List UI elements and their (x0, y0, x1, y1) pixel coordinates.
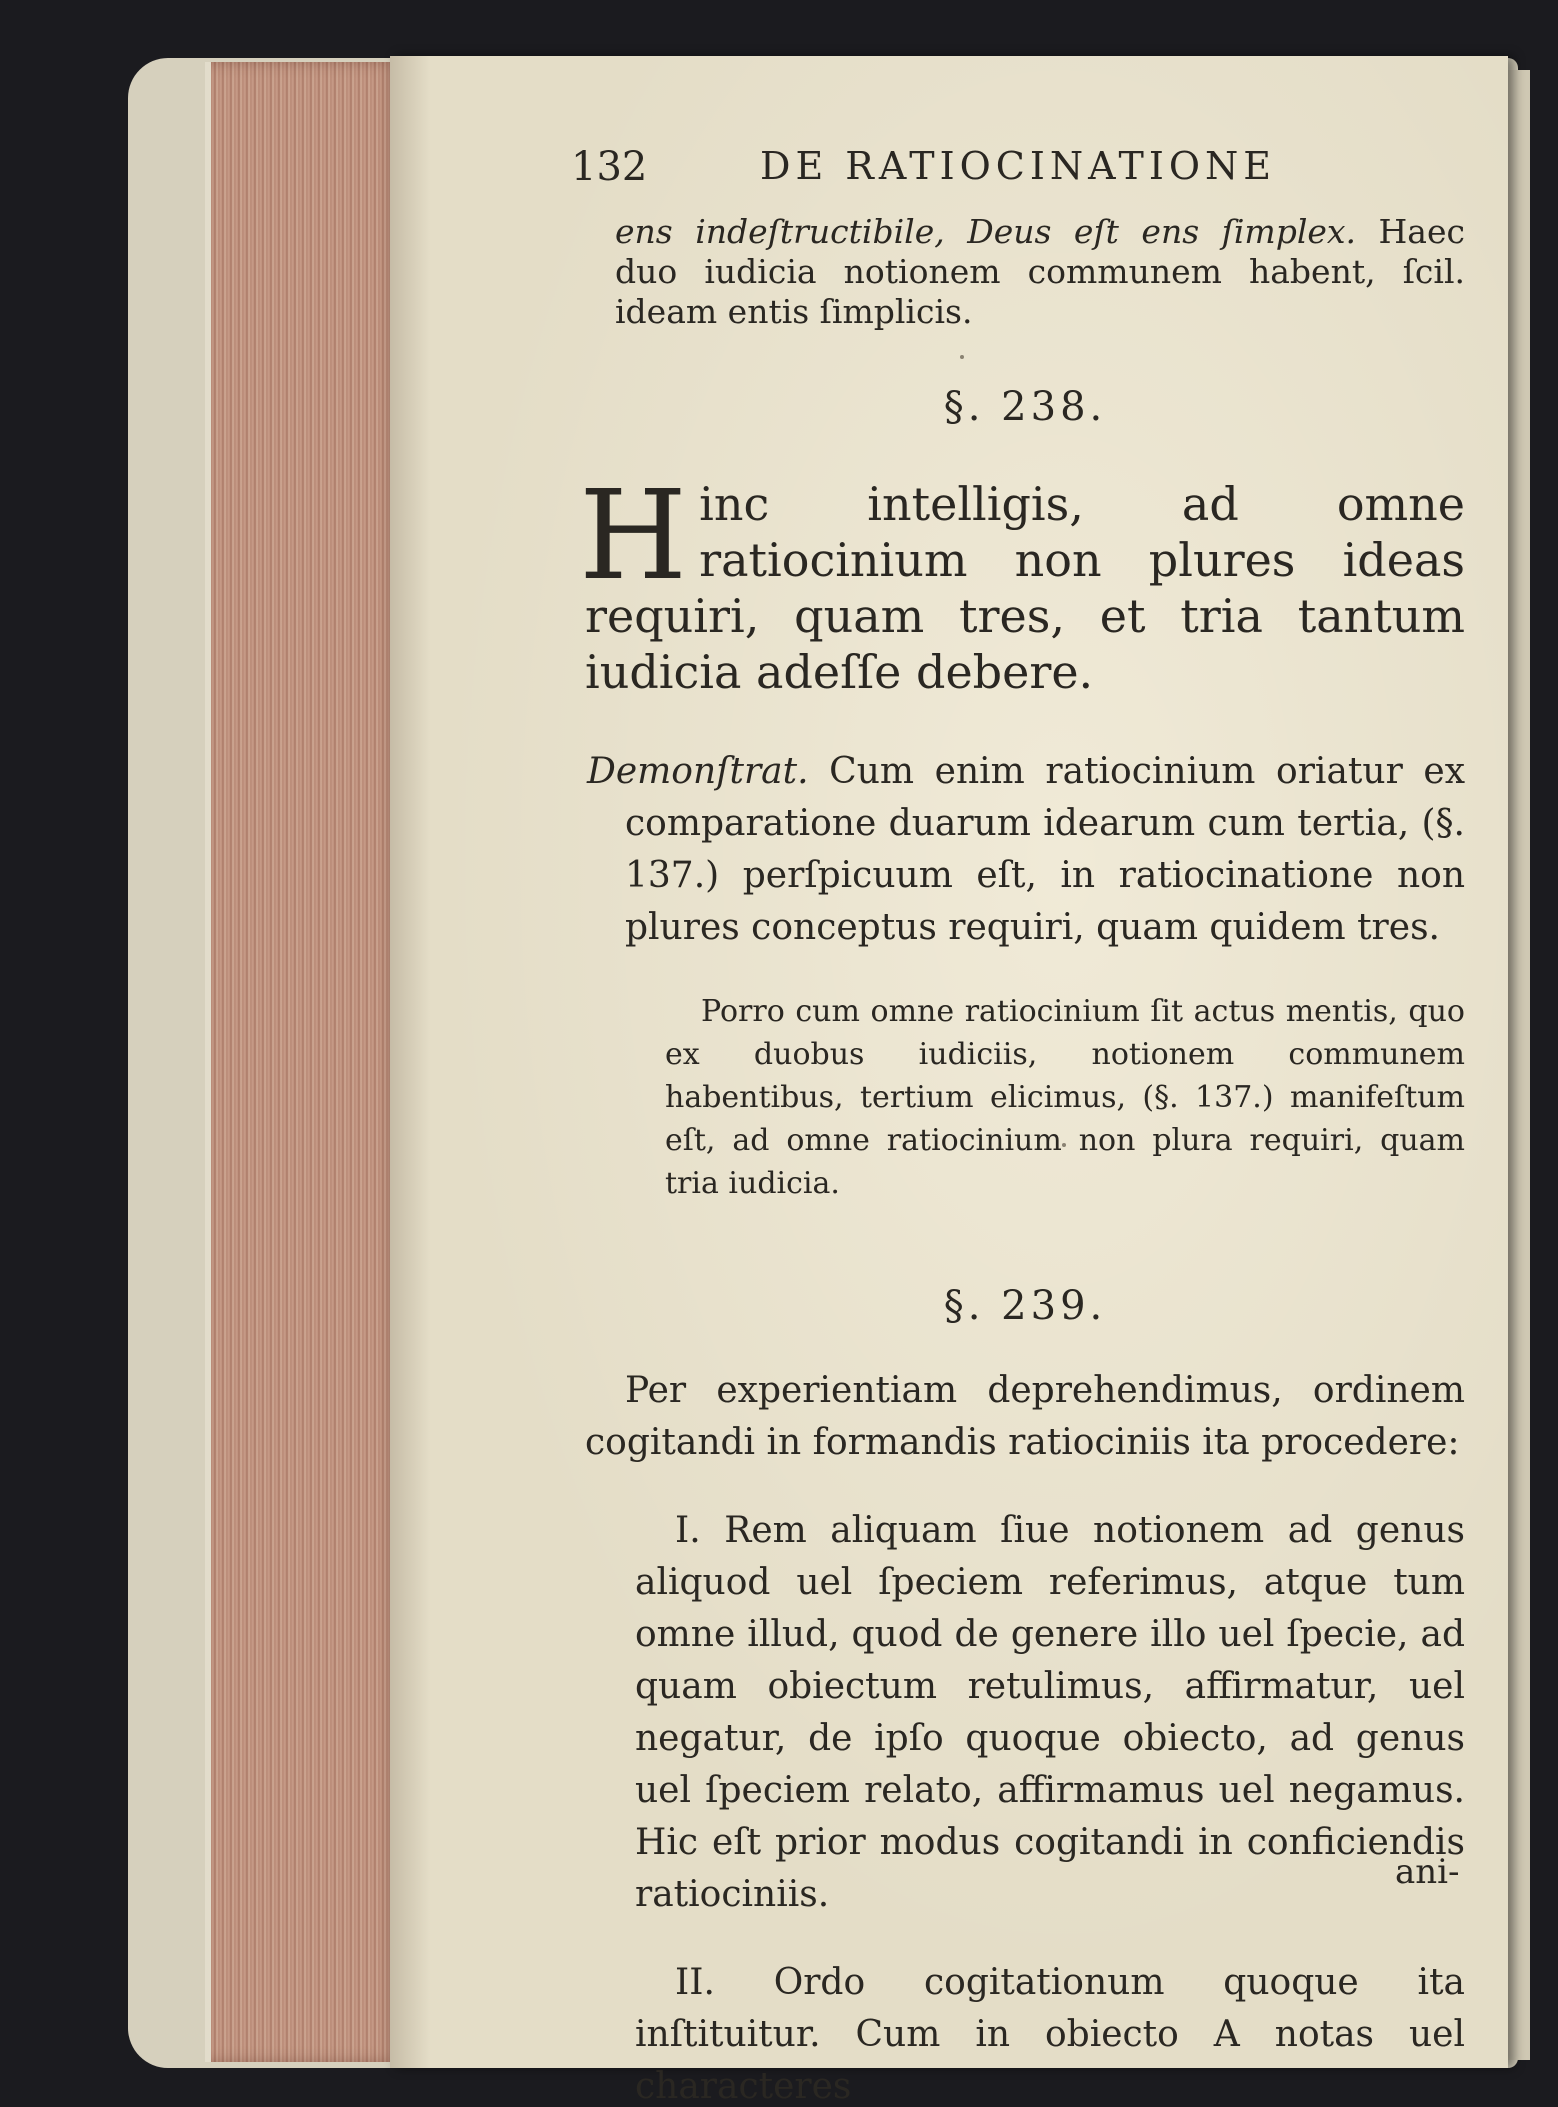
intro-paragraph (585, 212, 1465, 332)
drop-cap: H (579, 464, 688, 608)
section-238-statement (579, 464, 1465, 700)
page-text (571, 130, 1465, 2107)
enumerated-item-1: I. Rem aliquam ſiue notionem ad genus aliquod uel ſpeciem referimus, atque tum omne illud, quod de genere illo uel ſpecie, ad quam obiectum retulimus, affirmatur, uel negatur, de ipſo quoque obiecto, ad genus uel ſpeciem relato, affirmamus uel negamus. Hic eſt prior modus cogitandi in conficiendis ratiociniis. (635, 1510, 1465, 1915)
running-title: DE RATIOCINATIONE (760, 144, 1276, 188)
running-head (571, 130, 1465, 192)
enumerated-item-2: II. Ordo cogitationum quoque ita inſtituitur. Cum in obiecto A notas uel characteres (635, 1962, 1465, 2107)
section-238-text: inc intelligis, ad omne ratiocinium non plures ideas requiri, quam tres, et tria tantum iudicia adeſſe debere. (585, 477, 1465, 699)
section-239-text: Per experientiam deprehendimus, ordinem cogitandi in formandis ratiociniis ita procedere: (585, 1370, 1465, 1463)
catchword: ani- (1395, 1852, 1460, 1892)
demonstration-lead: Demonſtrat. (587, 751, 809, 792)
section-number-238: §. 238. (943, 384, 1107, 430)
note-paragraph: Porro cum omne ratiocinium ſit actus mentis, quo ex duobus iudiciis, notionem communem habentibus, tertium elicimus, (§. 137.) manifeſtum eſt, ad omne ratiocinium non plura requiri, quam tria iudicia. (665, 994, 1465, 1201)
demonstration-paragraph (585, 746, 1465, 954)
demonstration-text: Cum enim ratiocinium oriatur ex comparatione duarum idearum cum tertia, (§. 137.) perſpicuum eſt, in ratiocinatione non plures conceptus requiri, quam quidem tres. (625, 751, 1465, 948)
page-number: 132 (571, 144, 648, 190)
section-number-239: §. 239. (943, 1283, 1107, 1329)
intro-italic: ens indeſtructibile, Deus eſt ens ſimplex. (615, 212, 1357, 251)
intro-roman: Haec duo iudicia notionem communem habent, ſcil. ideam entis ſimplicis. (615, 212, 1465, 331)
facing-page-edge (1508, 70, 1530, 2060)
page-edges (205, 62, 401, 2062)
